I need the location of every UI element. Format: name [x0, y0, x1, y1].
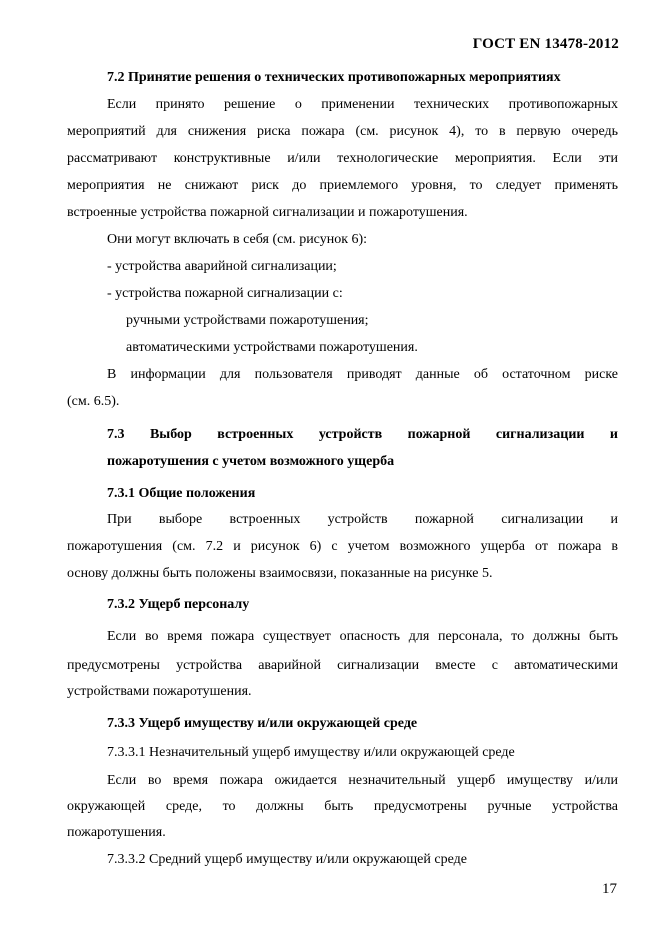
list-item: - устройства аварийной сигнализации; [107, 259, 337, 274]
paragraph-line: основу должны быть положены взаимосвязи, показанные на рисунке 5. [67, 566, 493, 581]
section-7-3-title: 7.3 Выбор встроенных устройств пожарной сигнализации и [107, 427, 618, 442]
page-number: 17 [602, 881, 617, 897]
paragraph-line: Если принято решение о применении технических противопожарных [107, 97, 618, 112]
paragraph-line: В информации для пользователя приводят данные об остаточном риске [107, 367, 618, 382]
section-7-3-1-title: 7.3.1 Общие положения [107, 486, 256, 501]
paragraph-line: Если во время пожара ожидается незначительный ущерб имуществу и/или [107, 773, 618, 788]
paragraph-line: мероприятий для снижения риска пожара (см. рисунок 4), то в первую очередь [67, 124, 618, 139]
section-7-3-title-cont: пожаротушения с учетом возможного ущерба [107, 454, 395, 469]
paragraph-line: пожаротушения (см. 7.2 и рисунок 6) с учетом возможного ущерба от пожара в [67, 539, 618, 554]
document-header: ГОСТ EN 13478-2012 [472, 36, 619, 52]
section-7-3-3-2-title: 7.3.3.2 Средний ущерб имуществу и/или окружающей среде [107, 852, 467, 867]
paragraph-line: мероприятия не снижают риск до приемлемого уровня, то следует применять [67, 178, 618, 193]
paragraph-line: (см. 6.5). [67, 394, 120, 409]
include-line: Они могут включать в себя (см. рисунок 6): [107, 232, 368, 247]
paragraph-line: окружающей среде, то должны быть предусмотрены ручные устройства [67, 799, 618, 814]
paragraph-line: предусмотрены устройства аварийной сигнализации вместе с автоматическими [67, 658, 618, 673]
section-7-2-title: 7.2 Принятие решения о технических противопожарных мероприятиях [107, 70, 561, 85]
paragraph-line: При выборе встроенных устройств пожарной сигнализации и [107, 512, 618, 527]
paragraph-line: пожаротушения. [67, 825, 166, 840]
list-item: - устройства пожарной сигнализации с: [107, 286, 343, 301]
sub-list-item: ручными устройствами пожаротушения; [126, 313, 369, 328]
section-7-3-2-title: 7.3.2 Ущерб персоналу [107, 597, 250, 612]
sub-list-item: автоматическими устройствами пожаротушения. [126, 340, 418, 355]
paragraph-line: Если во время пожара существует опасность для персонала, то должны быть [107, 629, 618, 644]
paragraph-line: рассматривают конструктивные и/или технологические мероприятия. Если эти [67, 151, 618, 166]
section-7-3-3-title: 7.3.3 Ущерб имуществу и/или окружающей среде [107, 716, 418, 731]
paragraph-line: устройствами пожаротушения. [67, 684, 252, 699]
paragraph-line: встроенные устройства пожарной сигнализации и пожаротушения. [67, 205, 468, 220]
section-7-3-3-1-title: 7.3.3.1 Незначительный ущерб имуществу и/или окружающей среде [107, 745, 515, 760]
